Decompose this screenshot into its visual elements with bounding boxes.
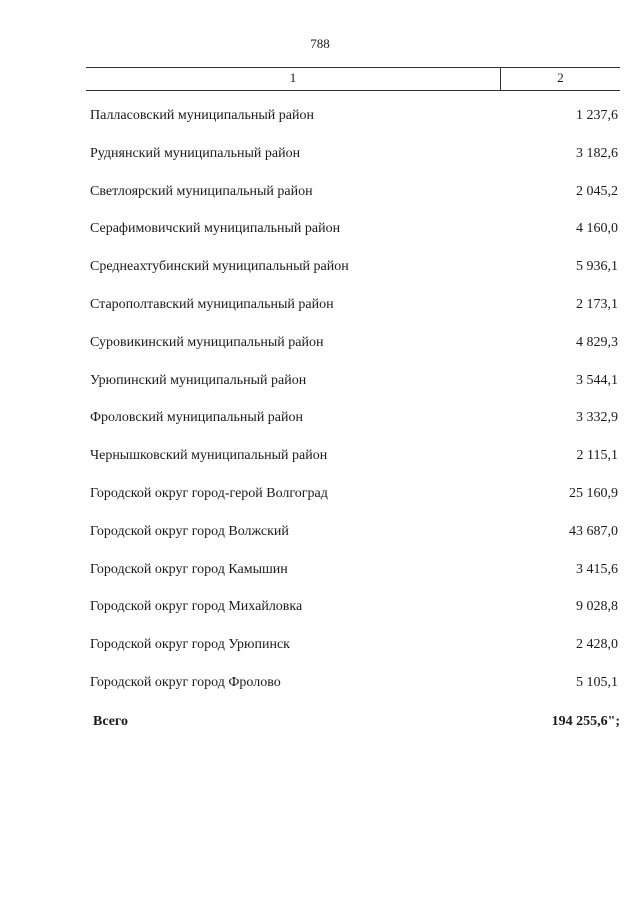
table-row — [90, 106, 618, 144]
table-body — [90, 106, 618, 711]
row-value: 3 415,6 — [576, 561, 618, 577]
table-row — [90, 333, 618, 371]
row-value: 5 936,1 — [576, 259, 618, 275]
row-name: Городской округ город Камышин — [90, 561, 288, 577]
table-row — [90, 635, 618, 673]
row-name: Палласовский муниципальный район — [90, 108, 314, 123]
row-name: Городской округ город Фролово — [90, 674, 281, 690]
row-value: 3 544,1 — [576, 372, 618, 388]
row-value: 25 160,9 — [569, 485, 618, 501]
row-name: Городской округ город Волжский — [90, 523, 289, 539]
row-name: Городской округ город Михайловка — [90, 599, 303, 615]
row-value: 4 829,3 — [576, 334, 618, 350]
total-label: Всего — [93, 714, 128, 729]
row-name: Городской округ город Урюпинск — [90, 637, 290, 653]
table-row — [90, 182, 618, 220]
row-value: 2 045,2 — [576, 183, 618, 199]
row-name: Серафимовичский муниципальный район — [90, 221, 341, 237]
row-value: 5 105,1 — [576, 674, 618, 690]
table-row — [90, 257, 618, 295]
table-row — [90, 408, 618, 446]
table-row — [90, 144, 618, 182]
table-row — [90, 295, 618, 333]
row-value: 3 182,6 — [576, 145, 618, 161]
row-value: 4 160,0 — [576, 221, 618, 237]
table-row — [90, 371, 618, 409]
table-header — [86, 67, 620, 91]
row-name: Суровикинский муниципальный район — [90, 334, 324, 350]
table-row — [90, 219, 618, 257]
table-row — [90, 484, 618, 522]
row-name: Среднеахтубинский муниципальный район — [90, 259, 349, 275]
total-value: 194 255,6"; — [551, 714, 620, 729]
row-value: 2 428,0 — [576, 637, 618, 653]
row-name: Урюпинский муниципальный район — [90, 372, 307, 388]
row-value: 2 173,1 — [576, 296, 618, 312]
table-row — [90, 560, 618, 598]
table-row — [90, 446, 618, 484]
row-name: Фроловский муниципальный район — [90, 410, 304, 426]
row-name: Чернышковский муниципальный район — [90, 448, 328, 464]
header-column-1: 1 — [86, 68, 501, 90]
row-value: 2 115,1 — [576, 448, 618, 464]
row-value: 43 687,0 — [569, 523, 618, 539]
table-row — [90, 522, 618, 560]
row-value: 1 237,6 — [576, 108, 618, 123]
header-column-2: 2 — [557, 70, 564, 85]
row-name: Руднянский муниципальный район — [90, 145, 301, 161]
row-value: 3 332,9 — [576, 410, 618, 426]
table-row — [90, 597, 618, 635]
row-name: Городской округ город-герой Волгоград — [90, 485, 328, 501]
page-number: 788 — [310, 36, 330, 51]
row-value: 9 028,8 — [576, 599, 618, 615]
table-row — [90, 673, 618, 711]
row-name: Старополтавский муниципальный район — [90, 296, 334, 312]
row-name: Светлоярский муниципальный район — [90, 183, 313, 199]
